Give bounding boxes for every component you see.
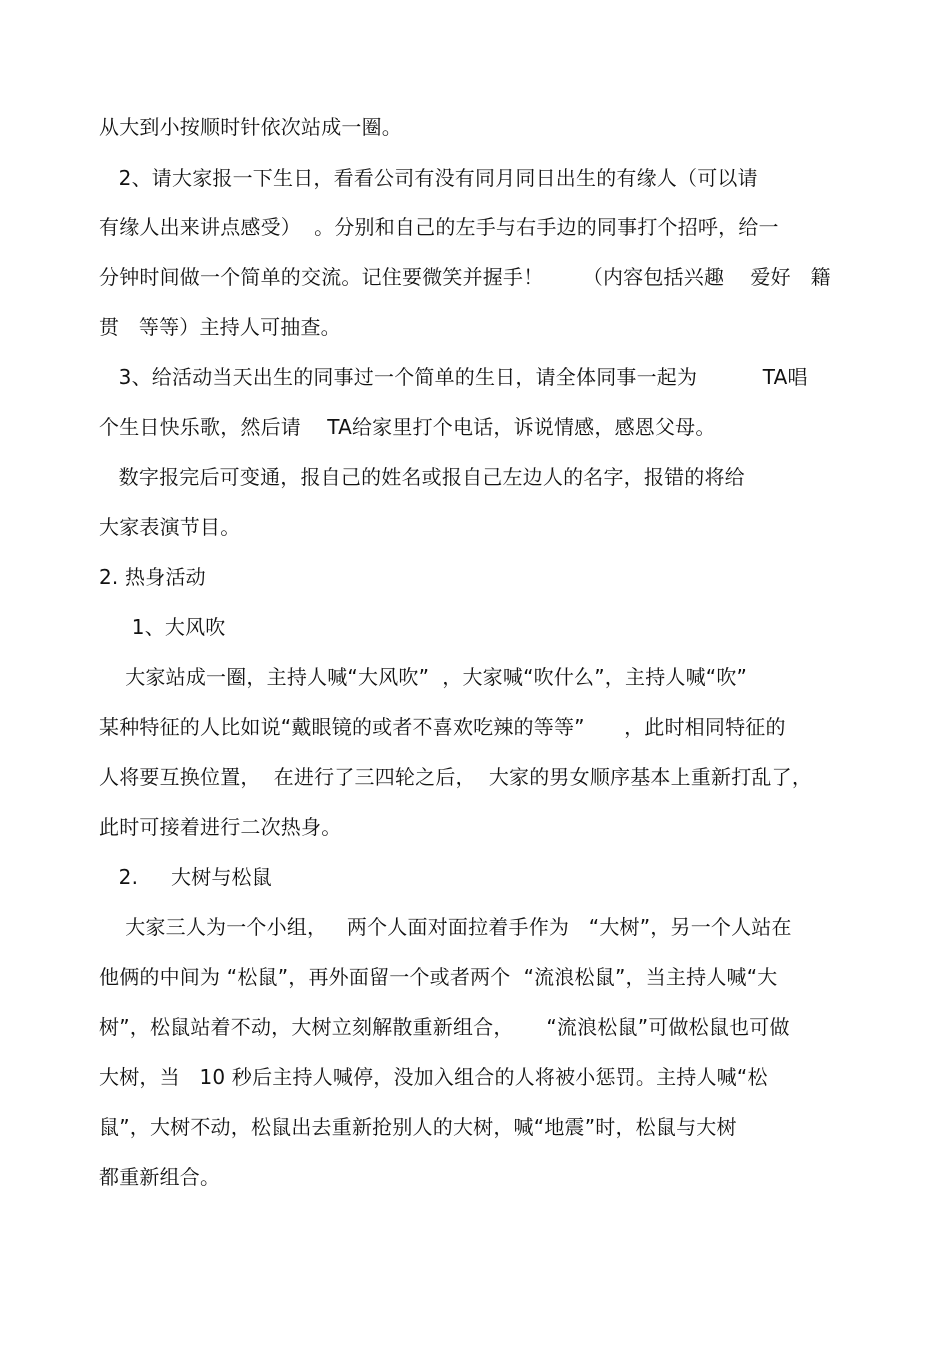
- text-line: 大家站成一圈，主持人喊“大风吹” ，大家喊“吹什么”，主持人喊“吹”: [99, 665, 748, 689]
- text-line: 2、请大家报一下生日，看看公司有没有同月同日出生的有缘人（可以请: [99, 166, 758, 190]
- text-line: 个生日快乐歌，然后请 TA给家里打个电话，诉说情感，感恩父母。: [99, 415, 716, 439]
- text-line: 都重新组合。: [99, 1165, 221, 1189]
- text-line: 树”，松鼠站着不动，大树立刻解散重新组合， “流浪松鼠”可做松鼠也可做: [99, 1015, 790, 1039]
- text-line: 大树，当 10 秒后主持人喊停，没加入组合的人将被小惩罚。主持人喊“松: [99, 1065, 768, 1089]
- text-line: 分钟时间做一个简单的交流。记住要微笑并握手！ （内容包括兴趣 爱好 籍: [99, 265, 831, 289]
- text-line: 此时可接着进行二次热身。: [99, 815, 342, 839]
- text-line: 鼠”，大树不动，松鼠出去重新抢别人的大树，喊“地震”时，松鼠与大树: [99, 1115, 737, 1139]
- text-line: 人将要互换位置， 在进行了三四轮之后， 大家的男女顺序基本上重新打乱了，: [99, 765, 813, 789]
- text-line: 他俩的中间为 “松鼠”，再外面留一个或者两个 “流浪松鼠”，当主持人喊“大: [99, 965, 778, 989]
- text-line: 3、给活动当天出生的同事过一个简单的生日，请全体同事一起为 TA唱: [99, 365, 808, 389]
- text-line: 贯 等等）主持人可抽查。: [99, 315, 341, 339]
- text-line: 有缘人出来讲点感受） 。分别和自己的左手与右手边的同事打个招呼，给一: [99, 215, 779, 239]
- text-line: 大家表演节目。: [99, 515, 241, 539]
- section-heading: 2. 热身活动: [99, 565, 206, 589]
- text-line: 数字报完后可变通，报自己的姓名或报自己左边人的名字，报错的将给: [99, 465, 745, 489]
- text-line: 某种特征的人比如说“戴眼镜的或者不喜欢吃辣的等等” ，此时相同特征的: [99, 715, 786, 739]
- subsection-heading: 2. 大树与松鼠: [99, 865, 272, 889]
- subsection-heading: 1、大风吹: [99, 615, 226, 639]
- text-line: 从大到小按顺时针依次站成一圈。: [99, 115, 402, 139]
- text-line: 大家三人为一个小组， 两个人面对面拉着手作为 “大树”，另一个人站在: [99, 915, 792, 939]
